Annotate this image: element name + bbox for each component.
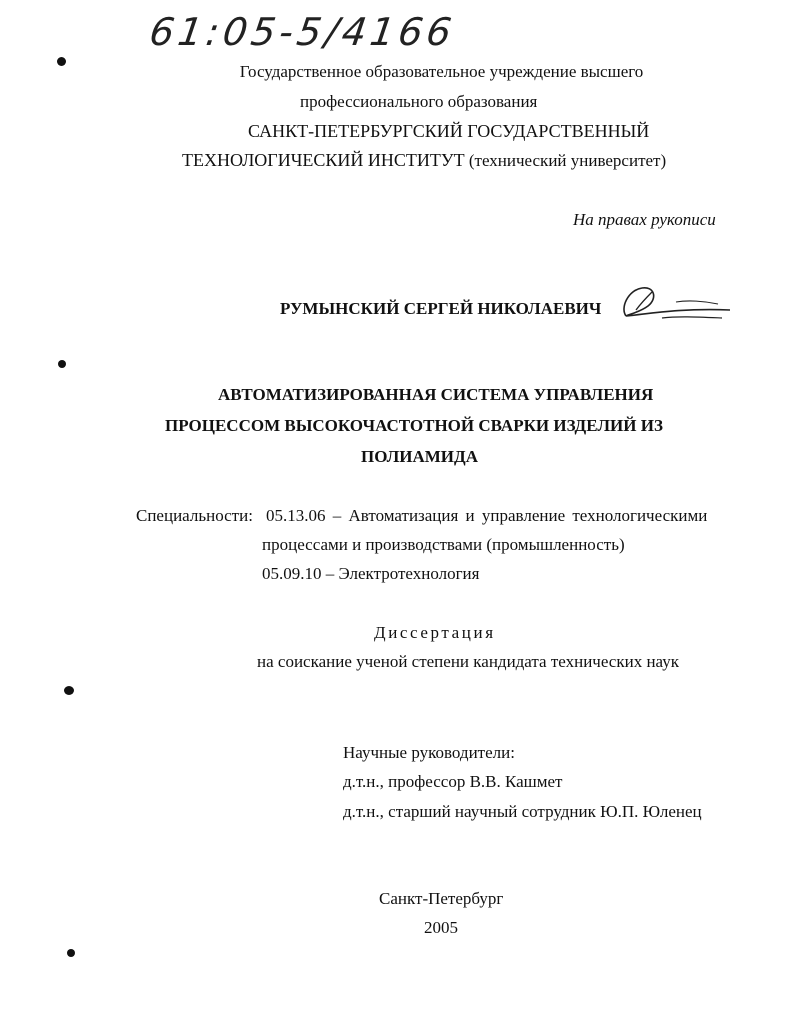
author-name: РУМЫНСКИЙ СЕРГЕЙ НИКОЛАЕВИЧ	[280, 299, 602, 318]
handwritten-archive-code: 61:05-5/4166	[146, 10, 459, 54]
city: Санкт-Петербург	[379, 889, 504, 908]
year: 2005	[424, 918, 458, 937]
institution-type: (технический университет)	[468, 151, 667, 170]
thesis-title-line-3: ПОЛИАМИДА	[361, 447, 479, 466]
supervisor-2: д.т.н., старший научный сотрудник Ю.П. Юленец	[343, 802, 702, 821]
specialty-1: 05.13.06 – Автоматизация и управление технологическими	[266, 506, 708, 525]
author-signature	[618, 280, 733, 328]
institution-line-3: САНКТ-ПЕТЕРБУРГСКИЙ ГОСУДАРСТВЕННЫЙ	[248, 121, 650, 141]
specialty-1-continued: процессами и производствами (промышленность)	[262, 535, 625, 554]
thesis-title-line-1: АВТОМАТИЗИРОВАННАЯ СИСТЕМА УПРАВЛЕНИЯ	[218, 385, 654, 404]
supervisor-1: д.т.н., профессор В.В. Кашмет	[343, 772, 563, 791]
institution-line-4	[182, 150, 666, 171]
scan-speck	[64, 686, 74, 695]
specialties-label: Специальности:	[136, 506, 253, 525]
specialty-2: 05.09.10 – Электротехнология	[262, 564, 480, 583]
rights-note: На правах рукописи	[573, 210, 716, 229]
dissertation-heading: Диссертация	[374, 623, 496, 642]
thesis-title-line-2: ПРОЦЕССОМ ВЫСОКОЧАСТОТНОЙ СВАРКИ ИЗДЕЛИЙ ИЗ	[165, 416, 663, 435]
institution-line-2: профессионального образования	[300, 92, 538, 111]
dissertation-subtitle: на соискание ученой степени кандидата технических наук	[257, 652, 680, 671]
scan-speck	[67, 949, 75, 957]
scan-speck	[58, 360, 66, 368]
institution-name-caps: ТЕХНОЛОГИЧЕСКИЙ ИНСТИТУТ	[182, 150, 465, 170]
supervisors-label: Научные руководители:	[343, 743, 515, 762]
institution-line-1: Государственное образовательное учреждение высшего	[239, 62, 644, 81]
